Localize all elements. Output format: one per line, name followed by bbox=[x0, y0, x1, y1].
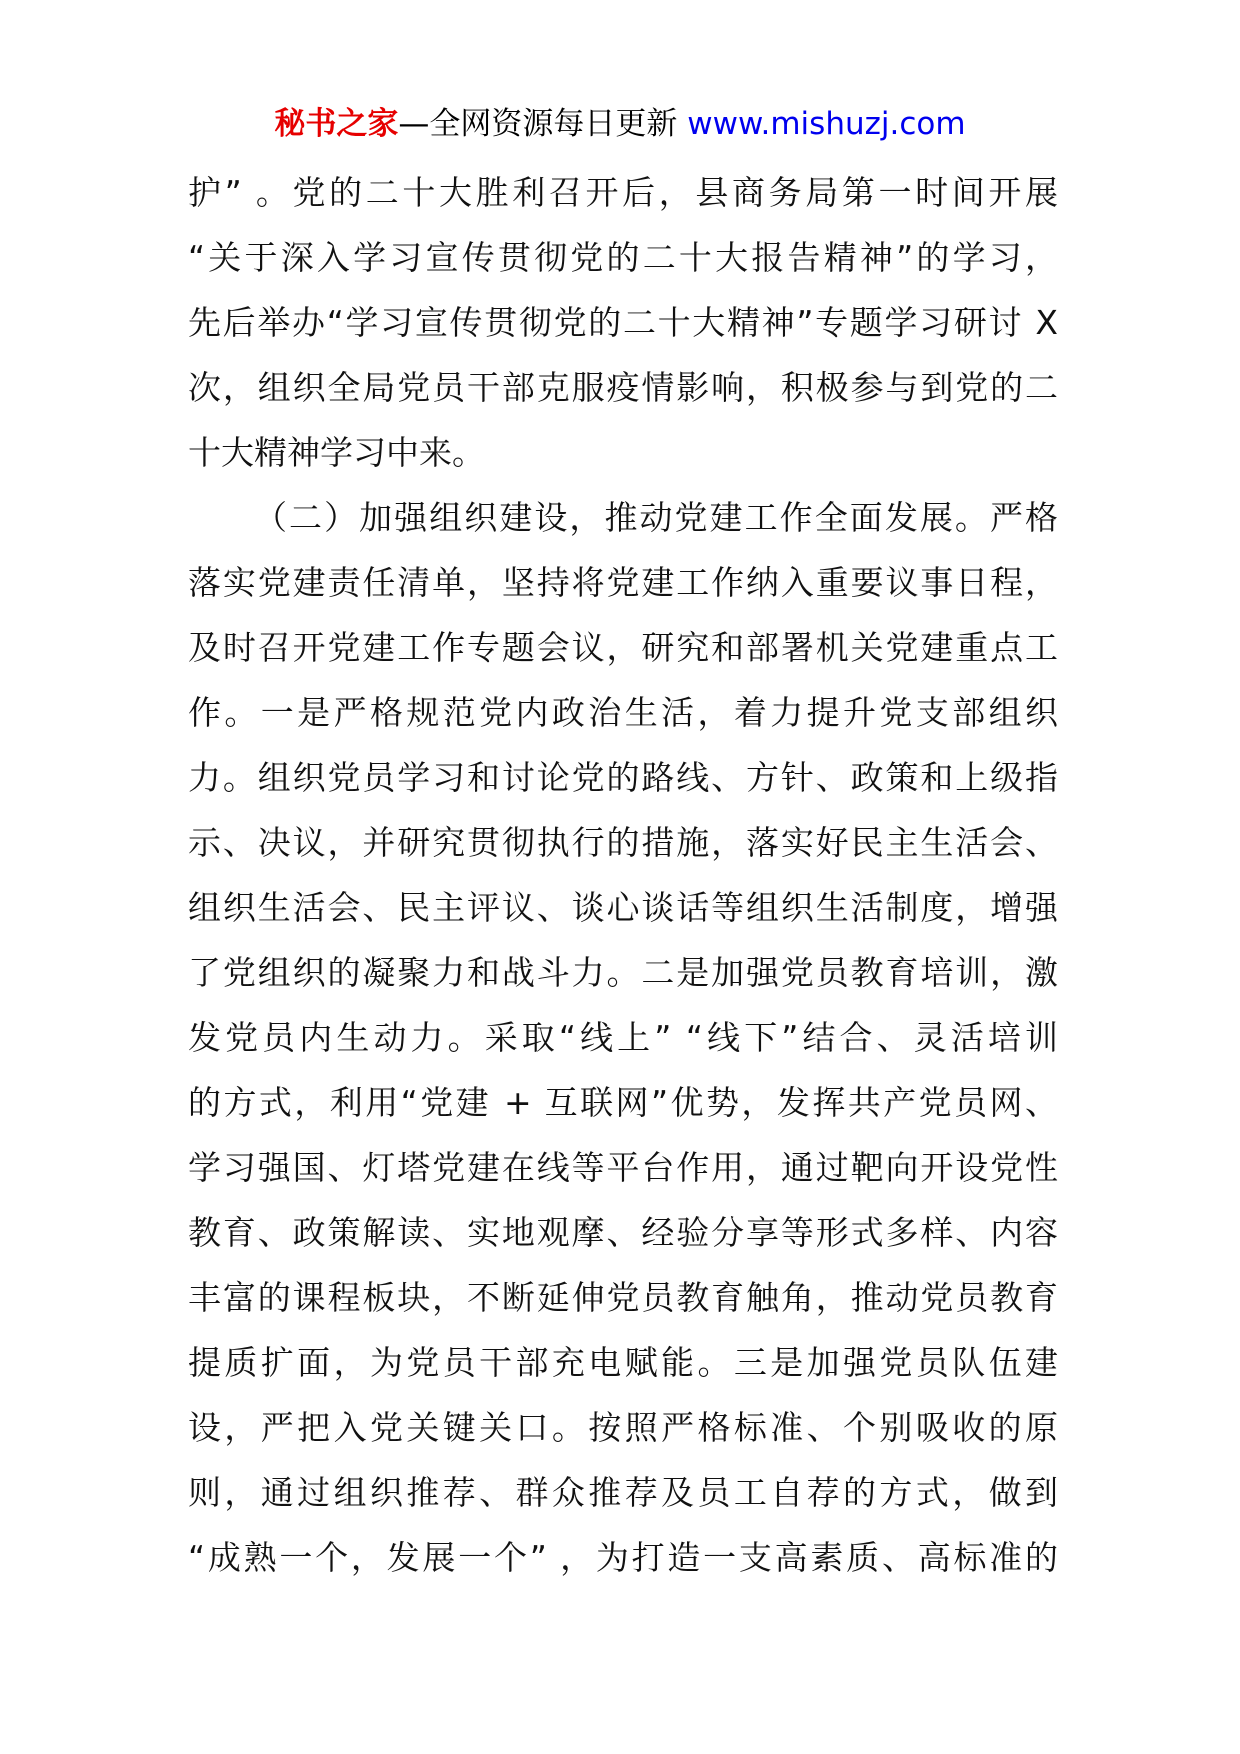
text-line: 先后举办“学习宣传贯彻党的二十大精神”专题学习研讨 X bbox=[188, 303, 1058, 342]
text-line: 组织生活会、民主评议、谈心谈话等组织生活制度，增强 bbox=[188, 888, 1058, 927]
text-line: 学习强国、灯塔党建在线等平台作用，通过靶向开设党性 bbox=[188, 1148, 1058, 1187]
section-heading-line: （二）加强组织建设，推动党建工作全面发展。严格 bbox=[254, 498, 1058, 537]
site-brand: 秘书之家 bbox=[274, 106, 399, 142]
text-line: 了党组织的凝聚力和战斗力。二是加强党员教育培训，激 bbox=[188, 953, 1058, 992]
document-body bbox=[188, 160, 1058, 1590]
text-line: 的方式，利用“党建 + 互联网”优势，发挥共产党员网、 bbox=[188, 1083, 1058, 1122]
text-line: 示、决议，并研究贯彻执行的措施，落实好民主生活会、 bbox=[188, 823, 1058, 862]
text-line: 则，通过组织推荐、群众推荐及员工自荐的方式，做到 bbox=[188, 1473, 1058, 1512]
text-line: 作。一是严格规范党内政治生活，着力提升党支部组织 bbox=[188, 693, 1058, 732]
text-line: “关于深入学习宣传贯彻党的二十大报告精神”的学习， bbox=[188, 238, 1058, 277]
text-line: 丰富的课程板块，不断延伸党员教育触角，推动党员教育 bbox=[188, 1278, 1058, 1317]
text-line: 及时召开党建工作专题会议，研究和部署机关党建重点工 bbox=[188, 628, 1058, 667]
site-header bbox=[0, 100, 1240, 148]
text-line: 提质扩面，为党员干部充电赋能。三是加强党员队伍建 bbox=[188, 1343, 1058, 1382]
text-line: 教育、政策解读、实地观摩、经验分享等形式多样、内容 bbox=[188, 1213, 1058, 1252]
text-line: 发党员内生动力。采取“线上” “线下”结合、灵活培训 bbox=[188, 1018, 1058, 1057]
site-url-link[interactable]: www.mishuzj.com bbox=[687, 106, 966, 142]
text-line: 落实党建责任清单，坚持将党建工作纳入重要议事日程， bbox=[188, 563, 1058, 602]
text-line: 次，组织全局党员干部克服疫情影响，积极参与到党的二 bbox=[188, 368, 1058, 407]
site-tagline: —全网资源每日更新 bbox=[398, 106, 688, 142]
text-line: 设，严把入党关键关口。按照严格标准、个别吸收的原 bbox=[188, 1408, 1058, 1447]
text-line: 护” 。党的二十大胜利召开后，县商务局第一时间开展 bbox=[188, 173, 1058, 212]
text-line: “成熟一个，发展一个” ，为打造一支高素质、高标准的 bbox=[188, 1538, 1058, 1577]
text-line: 力。组织党员学习和讨论党的路线、方针、政策和上级指 bbox=[188, 758, 1058, 797]
text-line: 十大精神学习中来。 bbox=[188, 433, 485, 472]
